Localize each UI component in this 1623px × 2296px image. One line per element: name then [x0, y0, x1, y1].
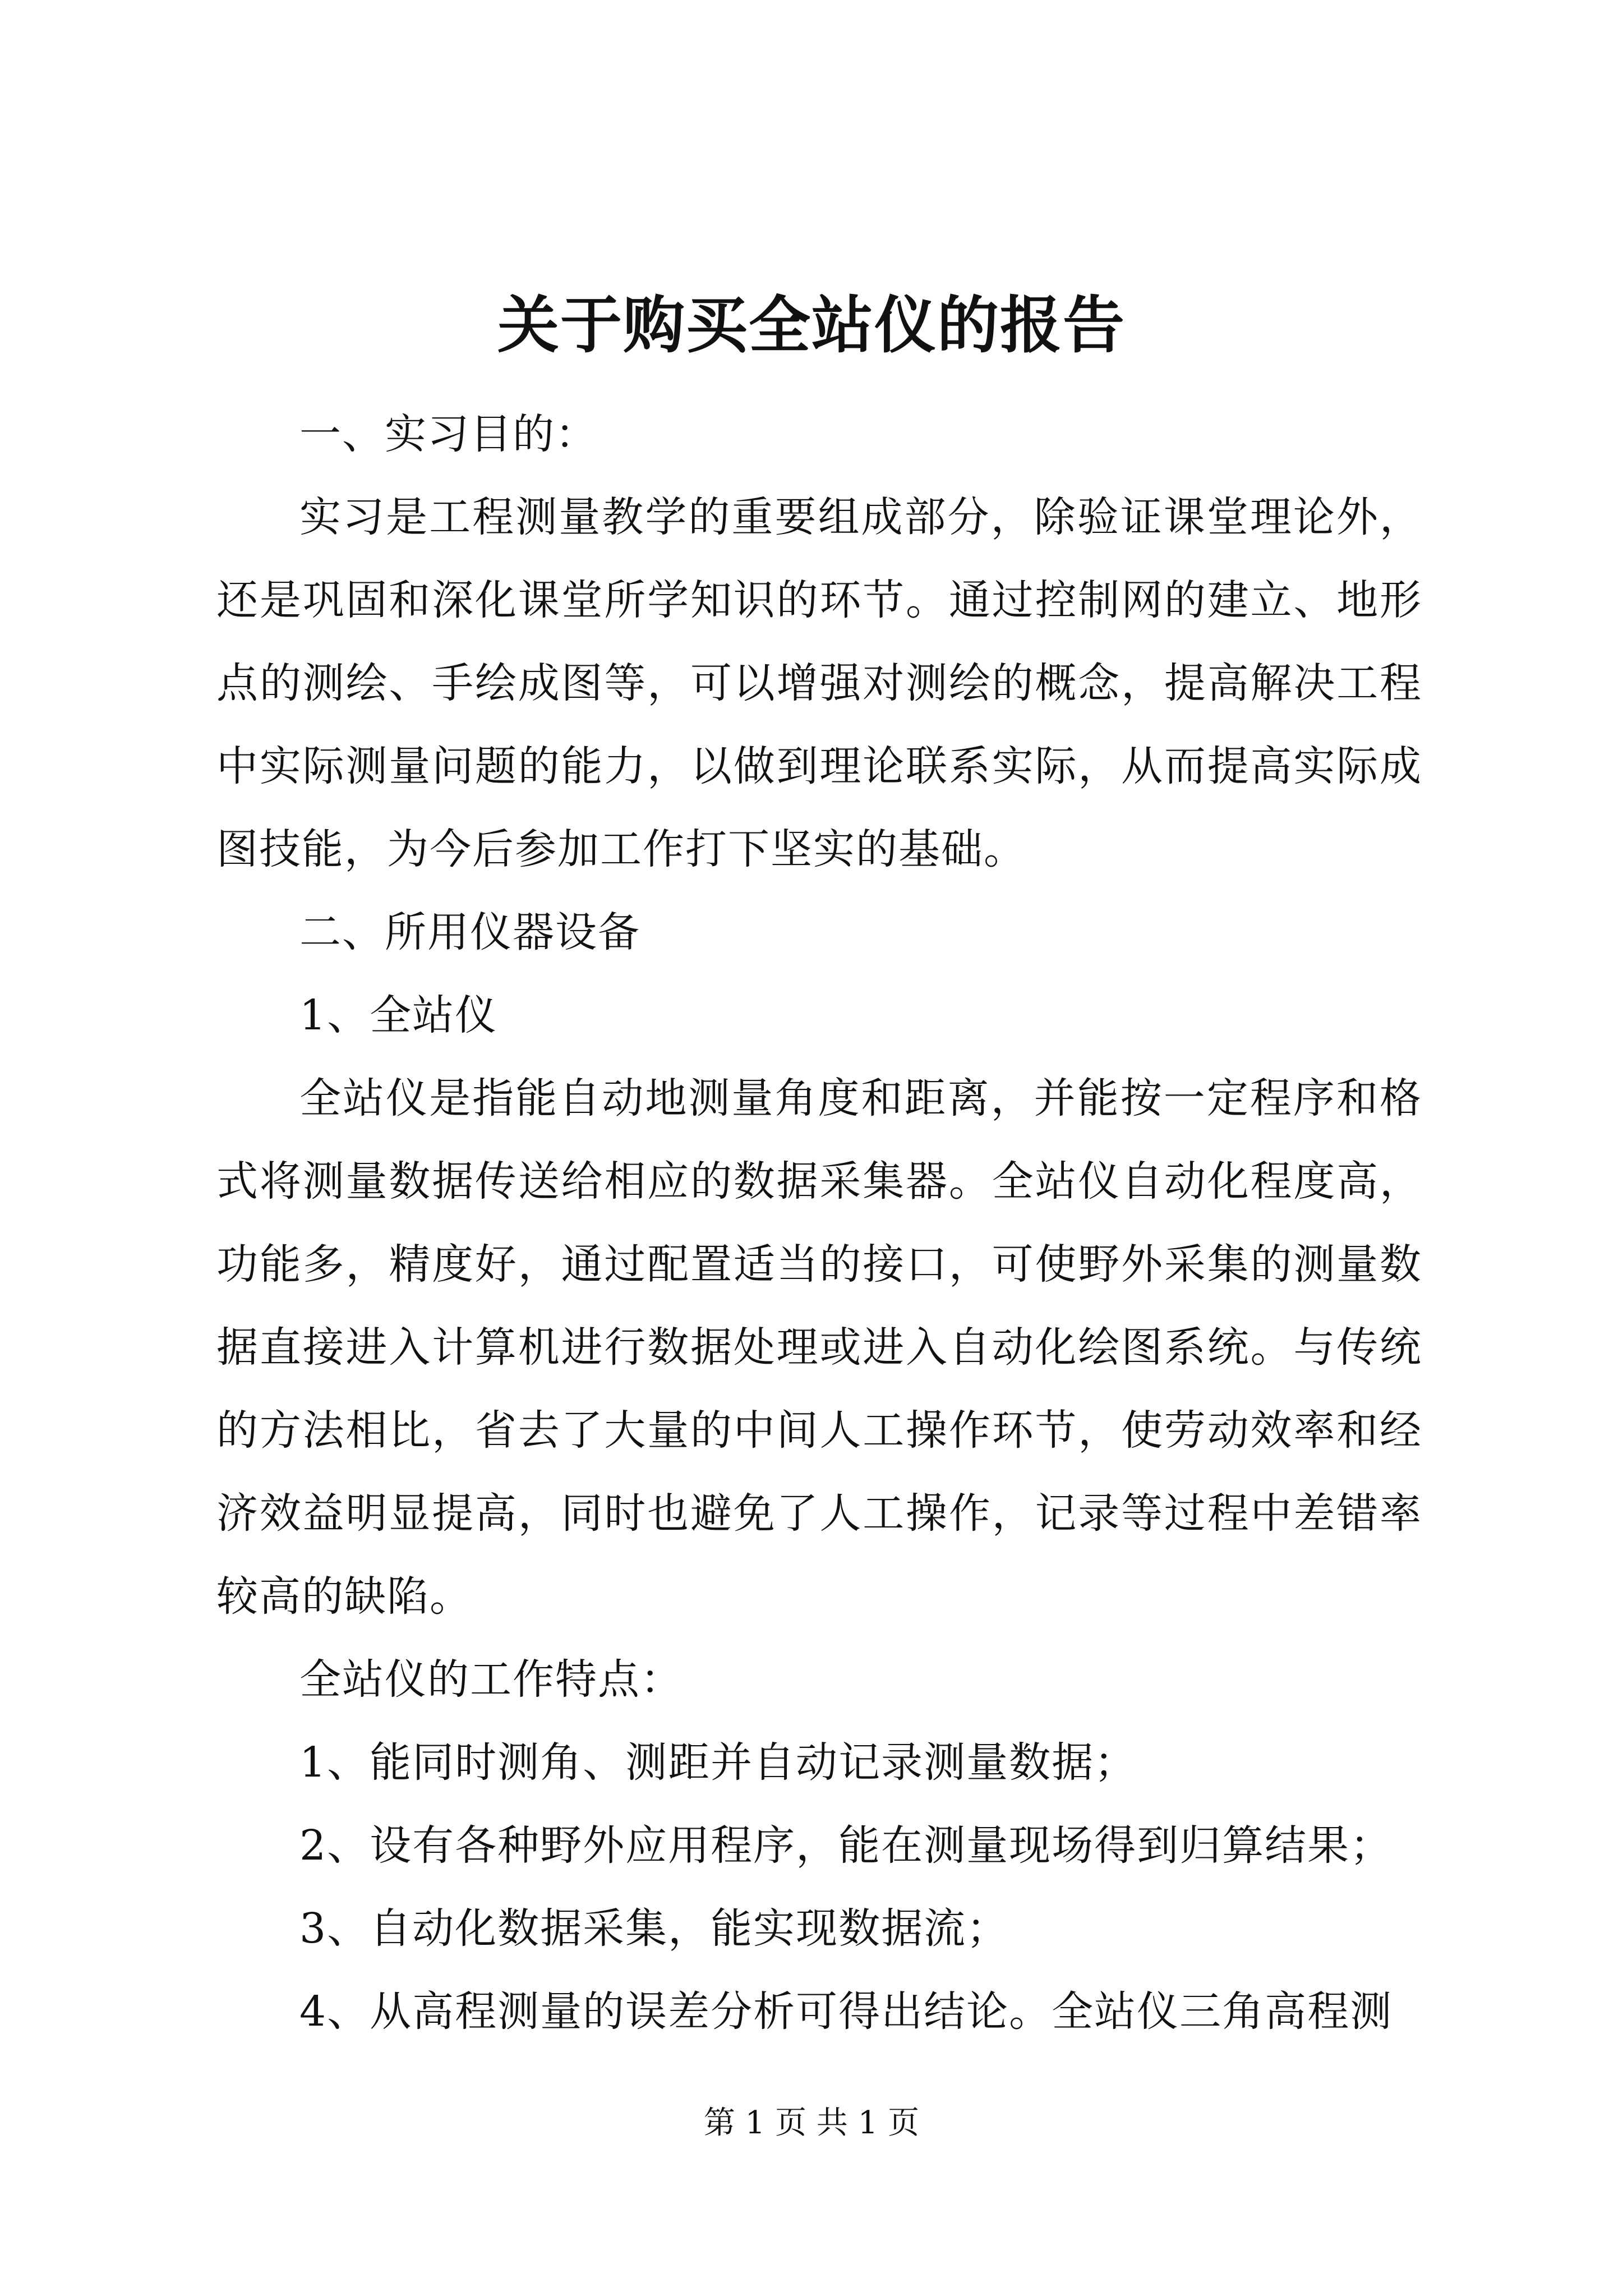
page-footer: 第 1 页 共 1 页 [703, 2105, 920, 2141]
heading-features: 全站仪的工作特点： [299, 1655, 683, 1704]
list-item: 4、从高程测量的误差分析可得出结论。全站仪三角高程测 [299, 1987, 1393, 2036]
paragraph-purpose: 实习是工程测量教学的重要组成部分，除验证课堂理论外，还是巩固和深化课堂所学知识的环节。通过控制网的建立、地形点的测绘、手绘成图等，可以增强对测绘的概念，提高解决工程中实际测量问题的能力，以做到理论联系实际，从而提高实际成图技能，为今后参加工作打下坚实的基础。 [216, 493, 1422, 873]
list-item: 2、设有各种野外应用程序，能在测量现场得到归算结果； [299, 1821, 1393, 1870]
document-title: 关于购买全站仪的报告 [497, 289, 1126, 361]
list-item: 3、自动化数据采集，能实现数据流； [299, 1904, 1009, 1953]
paragraph-total-station: 全站仪是指能自动地测量角度和距离，并能按一定程序和格式将测量数据传送给相应的数据采集器。全站仪自动化程度高，功能多，精度好，通过配置适当的接口，可使野外采集的测量数据直接进入计算机进行数据处理或进入自动化绘图系统。与传统的方法相比，省去了大量的中间人工操作环节，使劳动效率和经济效益明显提高，同时也避免了人工操作，记录等过程中差错率较高的缺陷。 [216, 1074, 1422, 1621]
heading-total-station: 1、全站仪 [299, 991, 498, 1039]
heading-purpose: 一、实习目的： [299, 410, 598, 458]
heading-equipment: 二、所用仪器设备 [299, 908, 640, 956]
document-body [216, 393, 1422, 2053]
list-item: 1、能同时测角、测距并自动记录测量数据； [299, 1738, 1137, 1787]
